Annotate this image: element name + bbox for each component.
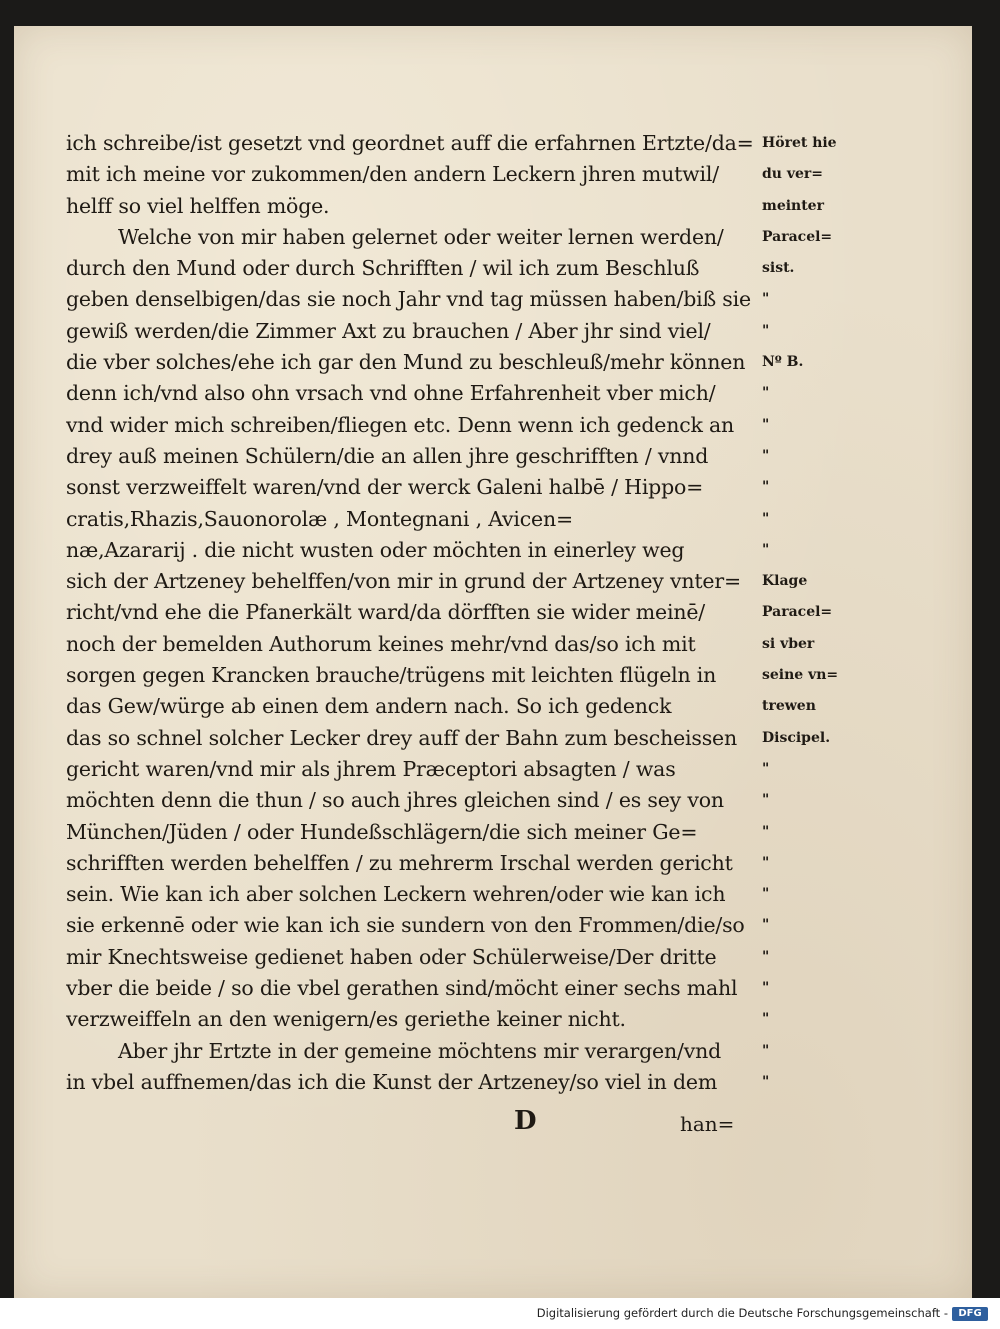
text-line: vnd wider mich schreiben/fliegen etc. Denn wenn ich gedenck an xyxy=(66,412,735,437)
text-line: cratis,Rhazis,Sauonorolæ , Montegnani , Avicen= xyxy=(66,506,573,531)
margin-note-line: " xyxy=(762,1011,770,1028)
text-line: gewiß werden/die Zimmer Axt zu brauchen / Aber jhr sind viel/ xyxy=(66,318,711,343)
margin-note-line: " xyxy=(762,823,770,840)
margin-note-line: " xyxy=(762,510,770,527)
text-line: Welche von mir haben gelernet oder weiter lernen werden/ xyxy=(118,224,724,249)
text-line: richt/vnd ehe die Pfanerkält ward/da dörfften sie wider meinē/ xyxy=(66,600,705,625)
margin-note-line: " xyxy=(762,291,770,308)
margin-note-line: " xyxy=(762,792,770,809)
text-line: Aber jhr Ertzte in der gemeine möchtens mir verargen/vnd xyxy=(118,1038,722,1063)
margin-note-line: " xyxy=(762,980,770,997)
text-line: sonst verzweiffelt waren/vnd der werck Galeni halbē / Hippo= xyxy=(66,475,704,500)
footer-credit: Digitalisierung gefördert durch die Deutsche Forschungsgemeinschaft - xyxy=(536,1306,948,1320)
dfg-logo-icon: DFG xyxy=(952,1307,988,1321)
margin-note-line: " xyxy=(762,948,770,965)
text-line: sie erkennē oder wie kan ich sie sundern von den Frommen/die/so xyxy=(66,913,745,938)
text-line: verzweiffeln an den wenigern/es geriethe keiner nicht. xyxy=(66,1007,626,1032)
text-line: gericht waren/vnd mir als jhrem Præceptori absagten / was xyxy=(66,756,676,781)
catchword: han= xyxy=(680,1112,735,1136)
text-line: geben denselbigen/das sie noch Jahr vnd tag müssen haben/biß sie xyxy=(66,287,751,312)
text-line: noch der bemelden Authorum keines mehr/vnd das/so ich mit xyxy=(66,631,696,656)
margin-note-line: Discipel. xyxy=(762,729,831,746)
main-text-block xyxy=(66,128,756,1098)
margin-note-line: trewen xyxy=(762,698,816,715)
margin-note-line: " xyxy=(762,447,770,464)
margin-note-line: " xyxy=(762,854,770,871)
margin-note-line: " xyxy=(762,760,770,777)
margin-note-line: si vber xyxy=(762,635,815,652)
text-line: sorgen gegen Krancken brauche/trügens mit leichten flügeln in xyxy=(66,663,717,688)
text-line: das Gew/würge ab einen dem andern nach. So ich gedenck xyxy=(66,694,672,719)
text-line: die vber solches/ehe ich gar den Mund zu beschleuß/mehr können xyxy=(66,350,746,375)
text-line: in vbel auffnemen/das ich die Kunst der Artzeney/so viel in dem xyxy=(66,1069,718,1094)
margin-note-line: Paracel= xyxy=(762,228,833,245)
text-line: sich der Artzeney behelffen/von mir in grund der Artzeney vnter= xyxy=(66,569,741,594)
text-line: næ,Azararij . die nicht wusten oder möchten in einerley weg xyxy=(66,537,685,562)
text-line: durch den Mund oder durch Schrifften / wil ich zum Beschluß xyxy=(66,256,700,281)
text-line: ich schreibe/ist gesetzt vnd geordnet auff die erfahrnen Ertzte/da= xyxy=(66,131,754,155)
text-line: das so schnel solcher Lecker drey auff der Bahn zum bescheissen xyxy=(66,725,737,750)
text-line: München/Jüden / oder Hundeßschlägern/die sich meiner Ge= xyxy=(66,819,698,844)
margin-note-line: seine vn= xyxy=(762,667,839,684)
margin-note-line: " xyxy=(762,917,770,934)
signature-mark: D xyxy=(514,1106,537,1136)
text-line: denn ich/vnd also ohn vrsach vnd ohne Erfahrenheit vber mich/ xyxy=(66,381,716,406)
margin-note-line: " xyxy=(762,1042,770,1059)
text-line: mir Knechtsweise gedienet haben oder Schülerweise/Der dritte xyxy=(66,944,717,969)
text-line: mit ich meine vor zukommen/den andern Leckern jhren mutwil/ xyxy=(66,162,719,187)
margin-note-line: " xyxy=(762,416,770,433)
margin-note-line: Höret hie xyxy=(762,135,837,151)
text-line: vber die beide / so die vbel gerathen sind/möcht einer sechs mahl xyxy=(66,976,738,1001)
margin-notes xyxy=(762,128,872,1098)
margin-note-line: " xyxy=(762,1073,770,1090)
margin-note-line: Klage xyxy=(762,573,808,590)
margin-note-line: sist. xyxy=(762,260,795,277)
book-page xyxy=(14,26,972,1298)
margin-note-line: Nº B. xyxy=(762,354,804,371)
digitization-footer xyxy=(0,1298,1000,1329)
page-foot xyxy=(66,1106,756,1146)
margin-note-line: " xyxy=(762,541,770,558)
margin-note-line: " xyxy=(762,322,770,339)
text-line: möchten denn die thun / so auch jhres gleichen sind / es sey von xyxy=(66,788,724,813)
margin-note-line: du ver= xyxy=(762,166,823,183)
margin-note-line: " xyxy=(762,385,770,402)
text-line: schrifften werden behelffen / zu mehrerm Irschal werden gericht xyxy=(66,850,733,875)
margin-note-line: meinter xyxy=(762,197,824,214)
margin-note-line: " xyxy=(762,886,770,903)
text-line: drey auß meinen Schülern/die an allen jhre geschrifften / vnnd xyxy=(66,443,709,468)
margin-note-line: Paracel= xyxy=(762,604,833,621)
margin-note-line: " xyxy=(762,479,770,496)
text-line: helff so viel helffen möge. xyxy=(66,193,330,218)
text-line: sein. Wie kan ich aber solchen Leckern wehren/oder wie kan ich xyxy=(66,882,726,907)
